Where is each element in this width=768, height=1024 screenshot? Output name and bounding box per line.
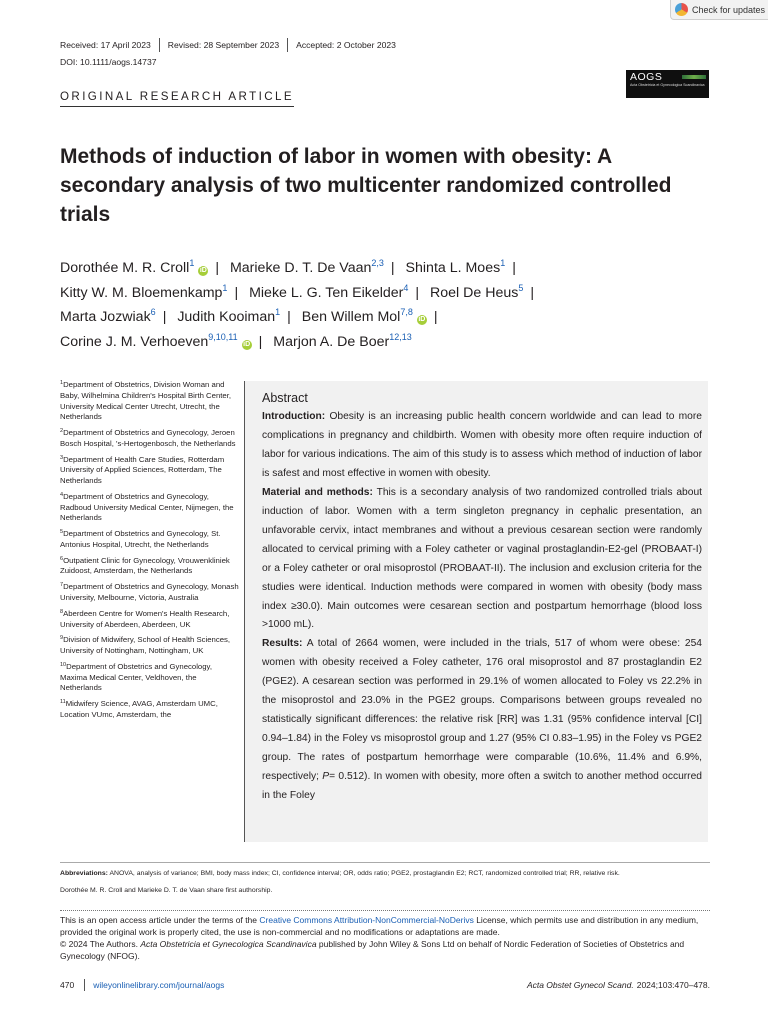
author[interactable]: Corine J. M. Verhoeven$^{9,10,11}$iD — [60, 331, 251, 350]
divider — [159, 38, 160, 52]
author[interactable]: Roel De Heus$^5$ — [430, 282, 524, 301]
affiliation: $^4$Department of Obstetrics and Gynecology, Radboud University Medical Center, Nijmegen, the Netherlands — [60, 491, 234, 523]
affiliation: $^7$Department of Obstetrics and Gynecology, Monash University, Melbourne, Victoria, Australia — [60, 582, 239, 603]
crossmark-icon — [675, 3, 688, 16]
divider — [60, 910, 710, 911]
license-statement: This is an open access article under the terms of the Creative Commons Attribution-NonCommercial-NoDerivs License, which permits use and distribution in any medium, provided the original work is properly cited, the use is non-commercial and no modifications or adaptations are made. © 2024 The Authors. Acta Obstetricia et Gynecologica Scandinavica published by John Wiley & Sons Ltd on behalf of Nordic Federation of Societies of Obstetrics and Gynecology (NFOG). — [60, 915, 699, 962]
abbreviations: Abbreviations: ANOVA, analysis of variance; BMI, body mass index; CI, confidence interval; OR, odds ratio; PGE2, prostaglandin E2; RCT, randomized controlled trial; RR, relative risk. — [60, 870, 620, 877]
citation: Acta Obstet Gynecol Scand. 2024;103:470–478. — [526, 980, 710, 990]
affiliations — [60, 380, 240, 726]
abstract-methods: Material and methods: This is a secondary analysis of two randomized controlled trials about induction of labor. Women with a term singleton pregnancy in cephalic presentation, an unfavorable cervix, intact membranes and without a previous cesarean section were randomly allocated to cervical priming with a Foley catheter or vaginal prostaglandin-E2-gel (PROBAAT-I) or a Foley catheter or oral misoprostol (PROBAAT-II). The inclusion and exclusion criteria for the studies were identical. Induction methods were compared in women with obesity (body mass index ≥30.0). Main outcomes were cesarean section and postpartum hemorrhage (blood loss >1000 mL). — [262, 486, 702, 631]
author[interactable]: Kitty W. M. Bloemenkamp$^1$ — [60, 282, 228, 301]
affiliation: $^{10}$Department of Obstetrics and Gynecology, Maxima Medical Center, Veldhoven, the Netherlands — [60, 661, 213, 693]
article-type-label: ORIGINAL RESEARCH ARTICLE — [60, 90, 294, 107]
affiliation: $^8$Aberdeen Centre for Women's Health Research, University of Aberdeen, Aberdeen, UK — [60, 608, 230, 629]
affiliation: $^1$Department of Obstetrics, Division Woman and Baby, Wilhelmina Children's Hospital Birth Center, University Medical Center Utrecht, Utrecht, the Netherlands — [60, 380, 232, 422]
divider — [287, 38, 288, 52]
affiliation: $^6$Outpatient Clinic for Gynecology, Vrouwenkliniek Zuidoost, Amsterdam, the Netherlands — [60, 555, 230, 576]
logo-subtitle: Acta Obstetricia et Gynecologica Scandinavica — [630, 83, 705, 88]
author[interactable]: Marjon A. De Boer$^{12,13}$ — [273, 331, 412, 350]
divider — [60, 862, 710, 863]
author-list: Dorothée M. R. Croll$^1$iD | Marieke D. T. De Vaan$^{2,3}$ | Shinta L. Moes$^1$ | Kitty W. M. Bloemenkamp$^1$ | Mieke L. G. Ten Eikelder$^4$ | Roel De Heus$^5$ | Marta Jozwiak$^6$ | Judith Kooiman$^1$ | Ben Willem Mol$^{7,8}$iD | Corine J. M. Verhoeven$^{9,10,11}$iD | Marjon A. De Boer$^{12,13}$ — [60, 258, 535, 350]
article-title: Methods of induction of labor in women with obesity: A secondary analysis of two multicenter randomized controlled trials — [60, 145, 672, 226]
license-link[interactable]: Creative Commons Attribution-NonCommercial-NoDerivs — [259, 915, 474, 925]
affiliation: $^3$Department of Health Care Studies, Rotterdam University of Applied Sciences, Rotterdam, The Netherlands — [60, 454, 225, 486]
logo-name: AOGS — [630, 71, 663, 83]
journal-logo — [626, 70, 709, 98]
author[interactable]: Shinta L. Moes$^1$ — [405, 258, 506, 276]
logo-bar — [682, 75, 706, 79]
shared-authorship-note: Dorothée M. R. Croll and Marieke D. T. de Vaan share first authorship. — [60, 887, 273, 894]
accepted-date: Accepted: 2 October 2023 — [296, 40, 396, 50]
author[interactable]: Dorothée M. R. Croll$^1$iD — [60, 258, 207, 276]
affiliation: $^5$Department of Obstetrics and Gynecology, St. Antonius Hospital, Utrecht, the Netherlands — [60, 529, 221, 549]
orcid-icon[interactable]: iD — [418, 316, 426, 324]
abstract-results: Results: A total of 2664 women, were included in the trials, 517 of whom were obese: 254 women with obesity received a Foley catheter, 176 oral misoprostol and 87 prostaglandin E2 (PGE2). A cesarean section was performed in 29.1% of women allocated to Foley vs 22.2% in the misoprostol and 23.0% in the PGE2 groups. Comparisons between groups revealed no statistically significant differences: the relative risk [RR] was 1.31 (95% confidence interval [CI] 0.94–1.84) in the Foley vs misoprostol group and 1.27 (95% CI 0.83–1.95) in the Foley vs PGE2 group. The rates of postpartum hemorrhage were comparable (10.6%, 11.4% and 6.9%, respectively; P= 0.512). In women with obesity, more often a switch to another method occurred in the Foley — [262, 638, 702, 802]
check-for-updates-label: Check for updates — [692, 4, 766, 15]
author[interactable]: Marta Jozwiak$^6$ — [60, 307, 156, 326]
doi: DOI: 10.1111/aogs.14737 — [60, 57, 157, 67]
page-number: 470 — [60, 980, 75, 990]
orcid-icon[interactable]: iD — [199, 267, 207, 274]
orcid-icon[interactable]: iD — [243, 340, 251, 348]
abstract-heading: Abstract — [262, 391, 308, 405]
author[interactable]: Mieke L. G. Ten Eikelder$^4$ — [249, 282, 409, 301]
revised-date: Revised: 28 September 2023 — [167, 40, 280, 50]
abstract-introduction: Introduction: Obesity is an increasing public health concern worldwide and can lead to more complications in pregnancy and childbirth. Women with obesity more often require induction of labor for various indications. The aim of this study is to assess which method of induction of labor is safest and most effective in women with obesity. — [262, 411, 702, 479]
check-for-updates-button[interactable] — [670, 0, 768, 20]
affiliation: $^{11}$Midwifery Science, AVAG, Amsterdam UMC, Location VUmc, Amsterdam, the — [60, 699, 218, 719]
received-date: Received: 17 April 2023 — [60, 40, 151, 50]
article-dates — [60, 38, 396, 52]
journal-url-link[interactable]: wileyonlinelibrary.com/journal/aogs — [93, 980, 225, 990]
page-footer — [60, 979, 710, 991]
affiliation: $^2$Department of Obstetrics and Gynecology, Jeroen Bosch Hospital, 's-Hertogenbosch, the Netherlands — [60, 428, 236, 448]
author[interactable]: Marieke D. T. De Vaan$^{2,3}$ — [229, 258, 384, 276]
author[interactable]: Ben Willem Mol$^{7,8}$iD — [301, 307, 426, 326]
affiliation: $^9$Division of Midwifery, School of Health Sciences, University of Nottingham, Nottingham, UK — [60, 635, 231, 656]
divider — [84, 979, 85, 991]
abstract — [262, 388, 702, 806]
author[interactable]: Judith Kooiman$^1$ — [177, 307, 281, 326]
